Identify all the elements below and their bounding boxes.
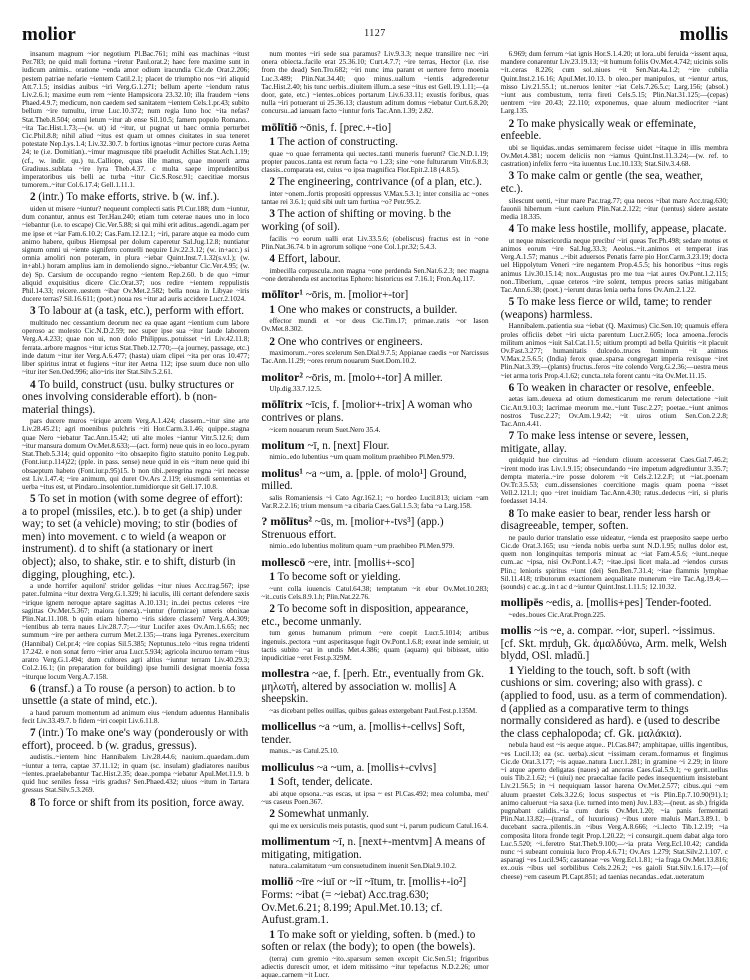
citation-block: quidquid hue circuitus ad ~iendum cliuum accesserat Caes.Gal.7.46.2; ~irent modo iras Liv.1.9.15; obsecundando ~ire impetum adgrediuntur 3.35.7; dempta materia..~ire posse dolorem ~it Cels.2.12.2.F; ut ~iat..poenam Ov.Tr.3.5.53; cum..dissensiones coercitione magis quam poena ~isset Vell.2.121.1; quo ~iret inuidiam Tac.Ann.4.30; ratus..dedecus ~iri, si pluris foedasset 14.14. bbox=[500, 456, 728, 506]
sense-text: To labour at (a task, etc.), perform with effort. bbox=[38, 305, 245, 318]
sense-text: To set in motion (with some degree of effort): a to propel (missiles, etc.). b to get (a ship) under way; to set (a vehicle) moving; to stir (bodies of men) into movement. c to wield (a weapon or instrument). d to shift (a stationary or inert object); also, to shake, stir. e to shift, disturb (in digging, ploughing, etc.). bbox=[22, 493, 243, 581]
sense-definition bbox=[501, 170, 728, 195]
sense-text: One who makes or constructs, a builder. bbox=[277, 303, 458, 316]
dictionary-columns bbox=[22, 50, 728, 980]
citation-block: ~as dicebant pelles ouillas, quibus galeas extergebant Paul.Fest.p.135M. bbox=[269, 706, 478, 715]
right-guide-word: mollis bbox=[679, 24, 728, 45]
citation-block: num montes ~iri sede sua paramus? Liv.9.3.3; neque transilire nec ~iri onera obiecta..facile erat 25.36.10; Curt.4.7.7; ~ire terras, Hector (i.e. rise from the dead) Sen.Tro.682; ~iri nunc ima parant et uertere ferro moenia Luc.3.489; Plin.Nat.34.40; quo minus..uallum ~ientis adgrederetur Tac.Hist.2.40; his tunc uerbis..diuitem illum..a sese ~itus est Gell.19.1.11;—(a door, gate, etc.) ~ientes..obices portarum Liv.6.33.11; exustis foribus, quas nulla ~iri potuerant ui 25.36.13; claustum aditum domus ~iebatur Curt.6.8.20; concursu..ad ianuam facto ~iuntur foris Tac.Ann.1.39; 2.82. bbox=[261, 50, 489, 116]
entry-grammar: ~edis, a. [mollis+pes] Tender-footed. bbox=[546, 597, 712, 610]
entry-grammar: ~a ~um, a. [mollis+-cellvs] Soft, tender. bbox=[261, 721, 465, 746]
sense-number: 1 bbox=[269, 928, 275, 941]
sense-definition bbox=[501, 223, 728, 236]
entry-lemma: mollimentum bbox=[261, 833, 330, 848]
sense-text: To weaken in character or resolve, enfeeble. bbox=[516, 381, 715, 394]
sense-number: 7 bbox=[30, 727, 36, 740]
entry-lemma: mōlītrix bbox=[261, 397, 303, 412]
sense-number: 2 bbox=[269, 335, 275, 348]
sense-definition bbox=[501, 118, 728, 143]
entry-grammar: ~ōnis, f. [prec.+-tio] bbox=[300, 121, 392, 134]
entry-lemma: molliō bbox=[261, 874, 294, 889]
citation-block: a haud paruum momentum ad animum eius ~iendum aduentus Hannibalis fecit Liv.33.49.7. b fidem ~iri coepit Liv.6.11.8. bbox=[22, 708, 250, 726]
entry-lemma: molitum bbox=[261, 437, 305, 452]
entry-lemma: ? mōlītus² bbox=[261, 514, 312, 529]
page-number: 1127 bbox=[364, 28, 386, 39]
citation-block: insanum magnum ~ior negotium Pl.Bac.761; mihi eas machinas ~itust Per.783; ne quid mali fortuna ~iretur Paul.orat.2; haec fere maxime sunt in iudicum animis.. oratione ~enda amor odium iracundia Cic.de Orat.2.206; pestem patriae nefarie ~ientem Catil.2.1; placet de triumpho nos ~iri aliquid Att.7.1.5; insidias auibus ~iri Verg.G.1.271; bellum aperte ~iendum ratus Liv.2.6.1; maxime eum rem ~iente Hampsicora 23.32.10; illa fraudem ~iens Phaed.4.9.7; medicum, non caedem sed sanitatem ~ientem Cels.1.pr.43; subito bellum ~ire tumultu, irrue Luc.10.372; num regia Iuno hoc ~ita nefas? Stat.Theb.8.504; omni letum ~itur ab ense Sil.10.5; famem populo Romano.. ~ita Tac.Hist.1.73;—(w. ut) id ~itur, ut pugnat ut haec omnia perturbet Cic.Phil.8.8; nihil aliud ~itus est quam ut omnes ciuitates in sua teneret potestate Nep.Lys.1.4; Liv.32.30.7. b fortius ignotas ~imur pectore curas Aetna 24; te (i.e. Domitian)..~imur magnusque tibi praeludit Achilles Stat.Ach.1.19; (cf., w. indir. qu.) tu..Calliope, quas ille manus, quae mouerit arma Gradiuus..sublata ~ire lyra Theb.4.37. c multa saepe imprudentibus imperatoribus uis belli ac turba ~itur Cic.S.Rosc.91; caecitiae morsus tumorem..~itur Col.6.17.4; Gell.1.11.1. bbox=[22, 50, 250, 190]
entry-lemma: molitor² bbox=[261, 369, 303, 384]
entry-grammar: ~ōris, m. [molior+-tor] bbox=[305, 289, 409, 302]
sense-text: The action of shifting or moving. b the working (of soil). bbox=[261, 208, 451, 234]
citation-block: facilis ~o eorum ualli erat Liv.33.5.6; (obeliscus) fractus est in ~one Plin.Nat.36.74. b in agrorum solique ~one Col.1.pr.32; 5.4.3. bbox=[261, 234, 489, 251]
sense-text: To build, construct (usu. bulky structures or ones involving considerable effort). b (non-material things). bbox=[22, 378, 234, 416]
sense-number: 2 bbox=[269, 808, 275, 821]
citation-block: ~edes..boues Cic.Arat.Progn.225. bbox=[508, 610, 606, 619]
sense-text: To make less hostile, mollify, appease, placate. bbox=[516, 223, 727, 236]
sense-definition bbox=[261, 176, 488, 189]
dictionary-entry bbox=[261, 720, 488, 746]
dictionary-entry bbox=[261, 835, 488, 861]
citation-block: (terra) cum gremio ~ito..sparsum semen excepit Cic.Sen.51; frigoribus adiectis durescit umor, et idem mitissimo ~itur tepefactus N.D.2.26; umor aquae..carnem ~it Lucr. bbox=[261, 954, 489, 980]
sense-number: 4 bbox=[508, 223, 515, 236]
entry-lemma: mollicellus bbox=[261, 719, 316, 734]
sense-definition bbox=[22, 493, 249, 581]
citation-block: maximorum..~ores scelerum Sen.Dial.9.7.5; Appianae caedis ~or Narcissus Tac.Ann.11.29; ~ores rerum nouarum Suet.Dom.10.2. bbox=[261, 349, 489, 366]
citation-block: ~unt colla iuuencis Catul.64.38; temptatum ~it ebur Ov.Met.10.283; ~it..cutis Cels.8.9.1.h; Plin.Nat.22.76. bbox=[261, 584, 489, 601]
sense-definition bbox=[261, 253, 488, 266]
entry-grammar: ~ōris, m. [molo+-tor] A miller. bbox=[305, 371, 443, 384]
sense-text: To force or shift from its position, force away. bbox=[38, 796, 245, 809]
sense-text: Effort, labour. bbox=[277, 253, 341, 266]
sense-definition bbox=[261, 929, 488, 954]
column-left bbox=[22, 50, 249, 949]
sense-number: 2 bbox=[269, 176, 275, 189]
sense-definition bbox=[261, 304, 488, 317]
entry-grammar: ~a ~um, a. [mollis+-cvlvs] bbox=[316, 761, 437, 774]
sense-number: 3 bbox=[508, 170, 515, 183]
citation-block: silescunt uenti, ~itur mare Pac.trag.77; qua necos ~ibat mare Acc.trag.630; fauonii hibernum ~iunt caelum Plin.Nat.2.122; ~itur (uentus) sidere aestate media 18.335. bbox=[500, 196, 728, 222]
left-guide-word: molior bbox=[22, 24, 76, 45]
sense-number: 2 bbox=[269, 603, 275, 616]
entry-grammar: ~ī, n. [next+-mentvm] A means of mitigating, mitigation. bbox=[261, 835, 486, 861]
sense-definition bbox=[501, 508, 728, 533]
sense-definition bbox=[501, 382, 728, 395]
sense-text: To make calm or gentle (the sea, weather, etc.). bbox=[500, 170, 703, 196]
dictionary-entry bbox=[261, 467, 488, 493]
entry-grammar: ~īcis, f. [molior+-trix] A woman who contrives or plans. bbox=[261, 399, 473, 424]
citation-block: tum genus humanum primum ~ere coepit Lucr.5.1014; artibus ingenuis..pectora ~unt asperitasque fugit Ov.Pont.1.6.8; exeat inde semiuir, ut tactis subito ~at in undis Met.4.386; quam (aquam) qui bibisset, uitio inpudicitiae ~eret Fest.p.329M. bbox=[261, 629, 489, 662]
dictionary-entry bbox=[261, 121, 488, 135]
sense-definition bbox=[22, 797, 249, 810]
sense-text: (intr.) To make one's way (ponderously or with effort), proceed. b (w. gradus, gressus). bbox=[22, 727, 249, 752]
sense-number: 8 bbox=[508, 507, 515, 520]
citation-block: nimio..edo lubentius ~um quam molitum praehibeo Pl.Men.979. bbox=[269, 453, 455, 462]
sense-text: (intr.) To make efforts, strive. b (w. inf.). bbox=[38, 191, 220, 204]
citation-block: manus..~as Catul.25.10. bbox=[269, 747, 339, 756]
sense-number: 1 bbox=[508, 664, 515, 677]
sense-text: The action of constructing. bbox=[277, 136, 399, 149]
sense-definition bbox=[261, 808, 488, 821]
page-header bbox=[22, 24, 728, 48]
sense-text: One who contrives or engineers. bbox=[277, 335, 423, 348]
citation-block: multitudo nec cessantium deorum nec ea quae agant ~ientium cum labore operoso ac molesto Cic.N.D.2.59; nec super ipse sua ~itur laude laborem Verg.A.4.233; quae non ui, non dolo Philippus..potuisset ~iri Liv.42.11.8; ferrata..arbore magnos ~itur ictus Stat.Theb.12.770;—(a journey, passage, etc.) inde datum ~itur iter Verg.A.6.477; (hasta) uiam clipei ~ita per oras 10.477; liber spiritus intrat et fugiens ~itur iter Aetna 112; ipse suum duce non ullo ~itur iter Sen.Oed.996; alio~iris iter Stat.Silv.5.2.61. bbox=[22, 319, 250, 377]
sense-number: 6 bbox=[508, 381, 515, 394]
citation-block: pars ducere muros ~irique arcem Verg.A.1.424; classem..~itur sine arte Liv.28.45.21; agri moenibus pulchris ~iti Hor.Carm.3.1.46; quippe..stagna quae Nero ~iebatur Tac.Ann.15.42; uti alte moles ~iantur Vitr.5.12.6; dum ~itur mansura domum Ov.Met.8.633;—(act. form) neue quis in eo loco..pyram Stat.Theb.5.314; quid opponito ~ito obsaepito figito statuito ponito Leg.pub.(Font.iur.p.114)22; (pple. in pass. sense) neue quid in eis ~itum neue quid ibi obsaeptum habeto (Font.iur.p.95)15. b non tibi..peregrina regna ~iri necesse est Liv.1.47.4; ~ire animum, qui duret Ov.Ars 2.119; eiusmodi sententias et uerba ~itus est, ut Pindaro..insolentior..tumidiorque sit Gell.17.10.8. bbox=[22, 417, 250, 491]
sense-number: 5 bbox=[30, 493, 36, 506]
citation-block: ubi se liquidas..undas semimarem fecisse uidet ~itaque in illis membra Ov.Met.4.381; uocem deliciis non ~iamus Quint.Inst.11.3.24;—(w. ref. to castration) infelix ferro ~ita iuuentus Luc.10.133; Stat.Silv.3.4.68. bbox=[500, 143, 728, 169]
sense-number: 4 bbox=[30, 378, 36, 391]
sense-definition bbox=[22, 727, 249, 752]
sense-number: 2 bbox=[30, 191, 36, 204]
dictionary-entry bbox=[261, 556, 488, 570]
citation-block: ne paulo durior translatio esse uideatur, ~ienda est praeposito saepe uerbo Cic.de Orat.3.165; usu ~ienda nobis uerba sunt N.D.1.95; nullus dolor est, quem non longinquitas temporis minuat ac ~iat Fam.4.5.6; ~iunt..neque cum..ac ~ipsa, nisi Ov.Pont.1.4.7; ~itae..ipsi licet mala..ad ~iendos cursus Plin.; lenioris spiritus ~iunt (dei) Sen.Ben.7.31.4; ~itae flammis lymphae Sil.11.418; tributorum exactionem aequalitate munerum ~ire Tac.Ag.19.4;—(sounds) c ac..g..in t ac d ~iuntur Quint.Inst.1.11.5; 12.10.32. bbox=[500, 533, 728, 592]
dictionary-entry bbox=[261, 515, 488, 541]
dictionary-entry bbox=[261, 288, 488, 302]
citation-block: imbecilla corpuscula..non magna ~one perdenda Sen.Nat.6.2.3; nec magna ~one detrahenda est auctoritas Ephoro: historicus est 7.16.1; Fron.Aq.117. bbox=[261, 266, 489, 283]
column-right bbox=[501, 50, 728, 949]
citation-block: 6.969; dum ferrum ~iat ignis Hor.S.1.4.20; ut lora..ubi feruida ~issent aqua, mandere conarentur Liv.23.19.13; ~it humum foliis Ov.Met.4.742; uicinis solis ~it..ceras 8.226; cum sol..niues ~it Sen.Nat.4a.1.2; ~ire cubilia Quint.Inst.2.16.16; Apul.Met.10.13. b oleo..per manipulos, ut ~ientur artus, misso Liv.21.55.1; ut..neruos leniter ~iat Cels.7.26.5.c; Larg.156; (absol.) ~iunt aus combustum, terra fireti Cels.5.15; Plin.Nat.31.125;—(cepas) uentrem ~ire 20.43; 22.110; exponemus, quae aluum mediocriter ~iant Larg.135. bbox=[500, 50, 728, 116]
entry-lemma: mollipēs bbox=[500, 595, 544, 610]
dictionary-entry bbox=[501, 624, 728, 663]
sense-number: 3 bbox=[269, 208, 275, 221]
sense-text: Yielding to the touch, soft. b soft (with cushions or sim. covering; also with grass). c (applied to food, usu. as a term of commendation). d (applied as a comparative term to things normally considered as hard). e (used to describe the class cephalopoda; cf. Gk. μαλάκια). bbox=[500, 664, 728, 740]
sense-definition bbox=[22, 305, 249, 318]
sense-definition bbox=[261, 136, 488, 149]
entry-lemma: mōlītor¹ bbox=[261, 287, 303, 302]
citation-block: ~icem nouarum rerum Suet.Nero 35.4. bbox=[269, 425, 381, 434]
sense-definition bbox=[501, 665, 728, 741]
sense-number: 3 bbox=[30, 305, 36, 318]
dictionary-entry bbox=[261, 875, 488, 926]
sense-text: (transf.) a To rouse (a person) to action. b to unsettle (a state of mind, etc.). bbox=[22, 682, 236, 708]
entry-grammar: ~ūs, m. [molior+-tvs³] (app.) Strenuous effort. bbox=[261, 516, 444, 541]
entry-lemma: molitus¹ bbox=[261, 465, 303, 480]
sense-text: To become soft or yielding. bbox=[277, 571, 401, 584]
sense-number: 5 bbox=[508, 296, 515, 309]
sense-number: 7 bbox=[508, 430, 515, 443]
citation-block: aetas iam..deuexa ad otium domesticarum me rerum delectatione ~iuit Cic.Att.9.10.3; lacrimae meorum me..~iunt Tusc.2.27; poetae..~iunt animos nostros Tusc.2.27; Ov.Am.1.9.42; ~it uiros otium Sen.Con.2.2.8; Tac.Ann.4.41. bbox=[500, 395, 728, 429]
entry-lemma: molliculus bbox=[261, 759, 315, 774]
dictionary-entry bbox=[261, 398, 488, 424]
citation-block: nimio..edo lubentius molitum quam ~um praehibeo Pl.Men.979. bbox=[269, 542, 455, 551]
sense-definition bbox=[22, 683, 249, 708]
citation-block: uiden ut misere ~iuntur? nequeunt complecti satis Pl.Cur.188; dum ~iuntur, dum conantur, annus est Ter.Hau.240; etiam tum ceterae naues uno in loco ~iebantur (i.e. to escape) Cic.Ver.5.88; si qui mihi erit aditus..agendi..agam per me ipse et ~iar Fam.6.10.2; Cas.Fam.12.12.1; ~iri, parare atque ea modo cum animo habere, quibus Hiempsal per dolum caperetur Sal.Jug.12.8; nuntiatur signum omni ui ~iente signifero conuelli nequire Liv.22.3.12; (w. in+acc.) si omnia amoliri non poteram, in plura ~iebar Quint.Inst.7.1.32(s.v.l.); (w. in+abl.) horam amplius iam in demoliendo signo..~iebantur Cic.Ver.4.95; (w. de) Sp. Carsium de occupando regno ~ientem Rep.2.60. b de quo ~imur aliquid exquisitius dicere Cic.Orat.37; uos redire ~ientem reppulistis Phil.14.33; reicere..uestem ~ibar Ov.Met.2.582; bella noua in Libyae ~iris ducere terras? Sil.16.611; (poet.) noua res ~itur ad auris accidere Lucr.2.1024. bbox=[22, 205, 250, 304]
entry-grammar: ~ere, intr. [mollis+-sco] bbox=[308, 556, 415, 569]
citation-block: audistis..~ientem hinc Hannibalem Liv.28.44.6; nauium..quaedam..dum ~iuntur a terra, captae 37.11.12; in quam (sc. insulam) gladiatores nauibus ~ientes..praelabebantur Tac.Hist.2.35; deae..pompa ~iebatur Apul.Met.11.9. b quid huc seniles fessa ~iris gradus? Sen.Phaed.432; uiuos ~itum in Tartara gressus Stat.Silv.5.3.269. bbox=[22, 753, 250, 795]
citation-block: Ulp.dig.33.7.12.5. bbox=[269, 385, 322, 394]
sense-definition bbox=[261, 776, 488, 789]
dictionary-entry bbox=[261, 439, 488, 453]
dictionary-entry bbox=[501, 596, 728, 610]
citation-block: effector mundi et ~or deus Cic.Tim.17; primae..ratis ~or Iason Ov.Met.8.302. bbox=[261, 317, 489, 334]
sense-number: 1 bbox=[269, 136, 275, 149]
entry-grammar: ~a ~um, a. [pple. of molo¹] Ground, milled. bbox=[261, 467, 467, 493]
citation-block: a unde horrifer aquiloni' stridor gelidas ~itur niues Acc.trag.567; ipse pater..fulmina ~itur dextra Verg.G.1.329; hi iaculis, illi certant defendere saxis ~irique ignem neroque aptare sagittas A.10.131; in..dei pectus celeres ~ire sagittas Ov.Met.5.367; maiora (onera)..~iuntur (formicae) umeris obnixae Plin.Nat.11.108. b quin etiam hiberno ~iris sidere classem? Verg.A.4.309; ~ientibus ab terra naues Liv.28.7.7;—~itur Lucifer axes Ov.Am.1.6.65; nec summum ~ire per aethera currum Met.2.135;—trans iuga Pyrenes..exercitum (Hannibal) Cel.pr.4; ~ire copias Sil.5.385; Neptunus..telo ~itus regna tridenti 17.242. e non sonat ferro ~irier arua Lucr.5.934; agricola incuruo terram ~itus aratro Verg.G.1.494; dum cultores agri altius ~iuntur terram Liv.40.29.3; Col.2.16.1; (in preparation for building) ipse humili designat moenia fossa ~iturque locum Verg.A.7.158. bbox=[22, 582, 250, 681]
citation-block: ut neque misericordia neque precibu' ~iri queas Ter.Ph.498; sedare motus et animos eorum ~ire Sal.Jug.33.3; Aeolus..~it..animos et temperat iras Verg.A.1.57; manus ..~ibit aduersos Penatis farre pio Hor.Carm.3.23.19; docta uel Hippolytum Veneri ~ire negantem Prop.4.5.5; his honoribus ~itus regis animus Liv.30.15.14; nox..Augustas pro me tua ~iat aures Ov.Pont.1.2.115; non..Tiberium, ..quae ceteros ~ire solent, tempus preces satias mitigabant Tac.Ann.6.38; (poet.) ~ierunt duras lenia uerba fores Ov.Am.2.1.22. bbox=[500, 236, 728, 295]
sense-number: 1 bbox=[269, 571, 275, 584]
column-middle bbox=[261, 50, 489, 980]
sense-text: To make less intense or severe, lessen, mitigate, allay. bbox=[500, 430, 689, 455]
sense-text: To make easier to bear, render less harsh or disagreeable, temper, soften. bbox=[500, 507, 711, 533]
entry-grammar: ~is ~e, a. compar. ~ior, superl. ~issimus. [cf. Skt. mṛduḥ, Gk. ἀμαλδύνω, Arm. melk, Welsh blydd, OSl. mladŭ.] bbox=[500, 625, 727, 663]
sense-text: The engineering, contrivance (of a plan, etc.). bbox=[277, 176, 482, 189]
sense-text: Somewhat unmanly. bbox=[277, 808, 369, 821]
dictionary-entry bbox=[261, 667, 488, 706]
citation-block: qui me ex uersiculis meis putastis, quod sunt ~i, parum pudicum Catul.16.4. bbox=[269, 821, 489, 830]
sense-definition bbox=[501, 430, 728, 455]
sense-definition bbox=[261, 208, 488, 233]
entry-lemma: mollescō bbox=[261, 554, 306, 569]
sense-number: 1 bbox=[269, 776, 275, 789]
sense-definition bbox=[261, 603, 488, 628]
sense-text: Soft, tender, delicate. bbox=[277, 776, 373, 789]
sense-number: 4 bbox=[269, 253, 275, 266]
sense-text: To make less fierce or wild, tame; to render (weapons) harmless. bbox=[500, 296, 712, 321]
sense-number: 8 bbox=[30, 796, 36, 809]
sense-text: To become soft in disposition, appearance, etc., become unmanly. bbox=[261, 603, 469, 628]
entry-grammar: ~īre ~iuī or ~iī ~ītum, tr. [mollis+-io²] Forms: ~ibat (= ~iebat) Acc.trag.630; Ov.Met.6.21; 8.199; Apul.Met.10.13; cf. Aufust.gram.1. bbox=[261, 876, 467, 927]
sense-number: 2 bbox=[508, 117, 515, 130]
entry-lemma: mollestra bbox=[261, 666, 310, 681]
sense-definition bbox=[261, 336, 488, 349]
entry-lemma: mollis bbox=[500, 623, 532, 638]
citation-block: nebula haud est ~is aeque atque.. Pl.Cas.847; amphitapae, uillis ingentibus, ~es Lucil.13; ea (sc. uerba)..sicut ~issimam ceram..formamus et fingimus Cic.de Orat.3.177; ~is aquae..natura Lucr.1.281; in gramine ~i 2.29; in litore ~i atque aperto deligatas (naues) ad ancoras Caes.Gal.5.9.1; ~e gerit..uellus ouis Tib.2.1.62; ~i (uiui) nec praecaltae facile pedes insequentium insistebant Liv.21.56.5; in ~i nequiquam lassor harena Ov.Met.2.577; cibus..qui ~em aluum praestet Cels.3.22.6; locus suspectus et ~is Plin.Ep.7.10.90(91).1; animo calueruut ~ia saxa (i.e. turned into men) Juv.1.83;—(neut. as sb.) frigida pugnabant calidis..~ia cum duris Ov.Met.1.20; ~ia panis fermentati Plin.Nat.13.82;—(transf., of luxurious) ~ibus utere maluis Mart.3.89.1. b ducebant sacra..pilentis..in ~ibus Verg.A.8.666; ~i..lecto Tib.1.2.19; ~ia composita litora fronde tegit Prop.1.20.22; ~i consurgit..quem dabat alga toro Luc.5.520; ~i..feretro Stat.Theb.9.100;—~ia prata Verg.Ecl.10.42; candida nunc ~i subeant conuiuia luco Prop.4.6.71; Ov.Ars 1.279; Stat.Silv.2.1.107. c asparagi ~es Lucil.945; castaneae ~es Verg.Ecl.1.81; ~ia fraga Ov.Met.13.816; ex..ouis ~ibus uel sorbilibus Cels.2.26.2; ~es gaioli Stat.Silv.1.6.17;—(of cheese) ~em caseum Pl.Capt.851; ad taenias necandas..edat..ueteratum bbox=[500, 741, 728, 881]
sense-number: 6 bbox=[30, 682, 36, 695]
sense-text: To make soft or yielding, soften. b (med.) to soften or relax (the body); to open (the bowels). bbox=[261, 928, 476, 954]
citation-block: natura..calamitatum ~um consuetudinem inuenit Sen.Dial.9.10.2. bbox=[269, 862, 457, 871]
entry-grammar: ~ae, f. [perh. Etr., eventually from Gk. μηλωτή, altered by association w. mollis] A sheepskin. bbox=[261, 668, 485, 706]
dictionary-entry bbox=[261, 371, 488, 385]
citation-block: salis Romaniensis ~i Cato Agr.162.1; ~o hordeo Lucil.813; uiciam ~am Var.R.2.2.16; trium mensum ~a cibaria Caes.Gal.1.5.3; faba ~a Larg.158. bbox=[261, 493, 489, 510]
sense-definition bbox=[501, 296, 728, 321]
sense-text: To make physically weak or effeminate, enfeeble. bbox=[500, 117, 697, 143]
sense-definition bbox=[22, 191, 249, 204]
citation-block: inter ~onem..fortis propositi oppressus V.Max.5.3.1; inter consilia ac ~ones tantae rei 3.6.1; quid sibi uult tam furtiua ~o? Petr.95.2. bbox=[261, 190, 489, 207]
citation-block: abi atque opsona..~as escas, ut ipsa ~ est Pl.Cas.492; mea columba, meu' ~us caseus Poen.367. bbox=[261, 789, 489, 806]
citation-block: quae ~o quae ferramenta qui uectes..tanti muneris fuerunt? Cic.N.D.1.19; propter paucos..tanta est rerum facta ~o 1.23; sine ~one fulturarum Vitr.6.8.3; classis..comparata est, cuius ~o ipsa magnifica Flor.Epit.2.18 (4.8.5). bbox=[261, 149, 489, 175]
sense-number: 1 bbox=[269, 303, 275, 316]
citation-block: Hannibalem..patientia sua ~iebat (Q. Maximus) Cic.Sen.10; quamuis effera proles officiis debet ~iri uicta parentum Lucr.2.605; loca amoena..ferocis militum animos ~iuit Sal.Cat.11.5; uitium prompti ad bella Quiritis ~it placuit Ov.Fast.3.277; humanitatis dulcedo..truces hominum ~it animos V.Max.2.5.6.5; (India) ferox quae..sparsa congregatt imperia rexisque ~iret Plin.Nat.3.39;—(plants) fructus..feros ~ite colendo Verg.G.2.36;—uestra meus ~iet arma toris Prop.4.1.62; cuncta..tela forent cantu ~ita Ov.Met.11.15. bbox=[500, 322, 728, 380]
entry-grammar: ~ī, n. [next] Flour. bbox=[307, 439, 390, 452]
dictionary-entry bbox=[261, 761, 488, 775]
entry-lemma: mōlītiō bbox=[261, 119, 298, 134]
sense-definition bbox=[22, 379, 249, 417]
sense-definition bbox=[261, 571, 488, 584]
